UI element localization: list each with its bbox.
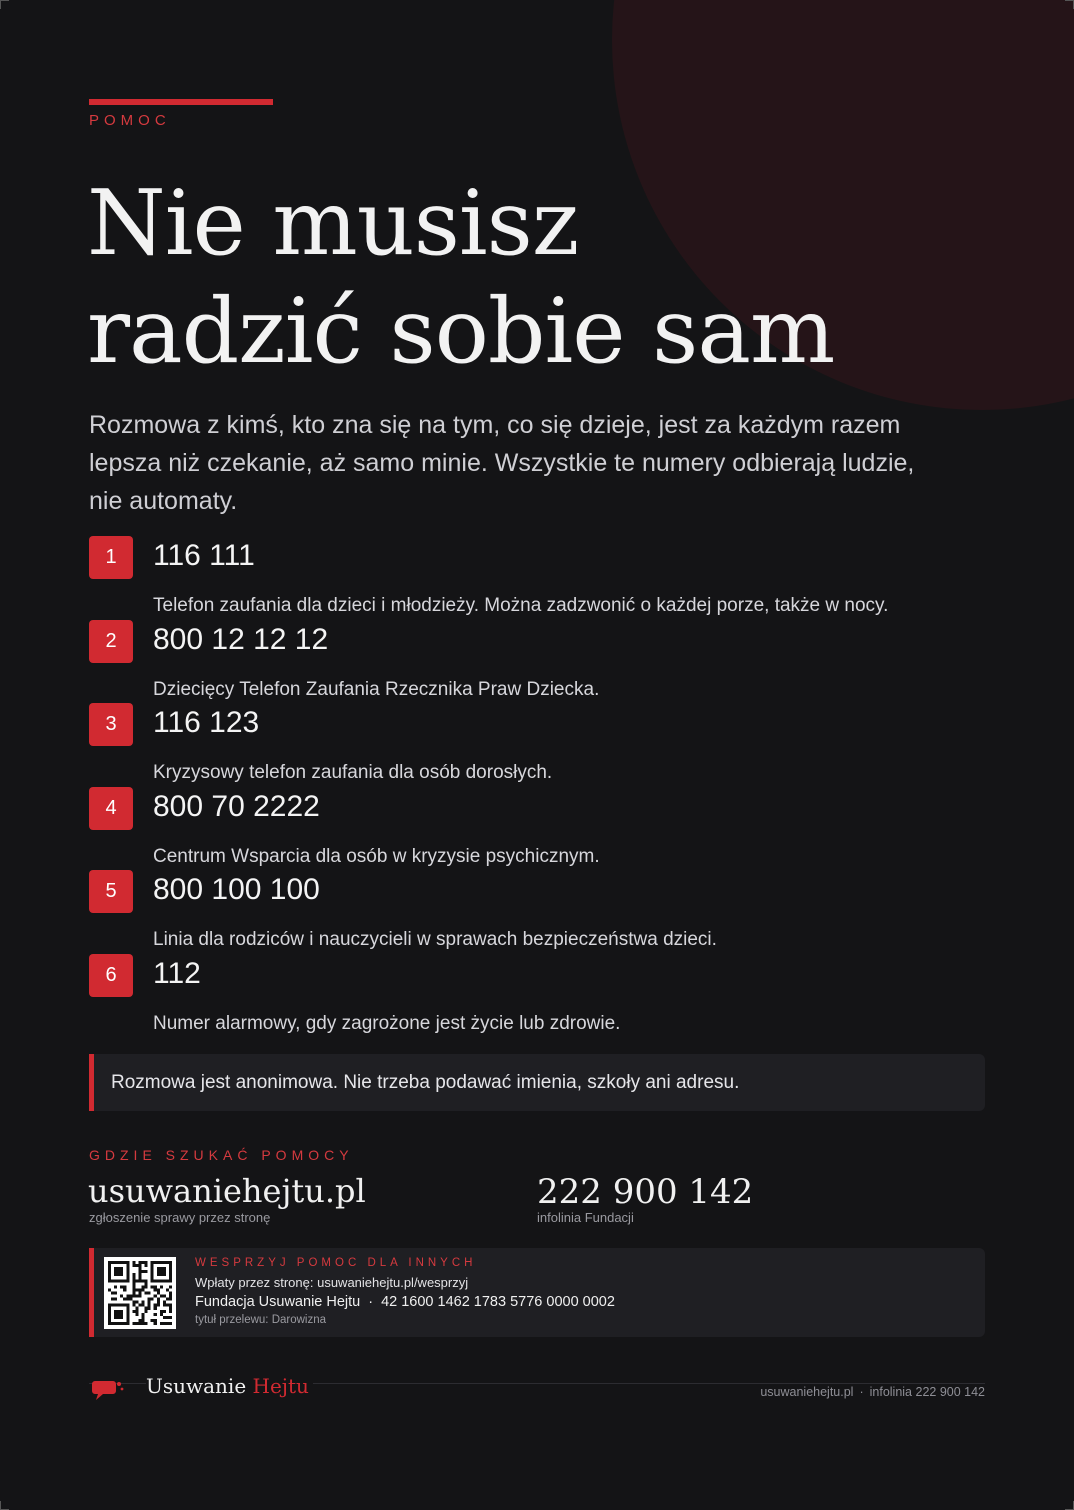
- where-section-label: GDZIE SZUKAĆ POMOCY: [89, 1147, 354, 1163]
- qr-code-icon[interactable]: [104, 1257, 176, 1329]
- crop-mark: [0, 1501, 9, 1510]
- crop-mark: [0, 0, 9, 9]
- title-line-1: Nie musisz: [87, 171, 579, 276]
- kicker-accent-bar: [89, 99, 273, 105]
- helpline-description: Kryzysowy telefon zaufania dla osób dorosłych.: [153, 762, 553, 784]
- hotline-number[interactable]: 222 900 142: [537, 1172, 754, 1212]
- helpline-list: [89, 536, 989, 1038]
- helpline-item: [89, 703, 989, 787]
- crop-mark: [1065, 1501, 1074, 1510]
- helpline-index-badge: 4: [89, 787, 133, 830]
- helpline-description: Centrum Wsparcia dla osób w kryzysie psychicznym.: [153, 845, 600, 867]
- helpline-index-badge: 5: [89, 870, 133, 913]
- footer-hotline: infolinia 222 900 142: [869, 1385, 985, 1399]
- helpline-description: Telefon zaufania dla dzieci i młodzieży. Można zadzwonić o każdej porze, także w nocy.: [153, 595, 889, 616]
- separator-dot: ·: [368, 1294, 374, 1310]
- bank-details: [195, 1294, 615, 1310]
- helpline-description: Dziecięcy Telefon Zaufania Rzecznika Praw Dziecka.: [153, 678, 600, 700]
- helpline-number[interactable]: 112: [153, 956, 201, 990]
- helpline-index-badge: 1: [89, 536, 133, 579]
- footer-logo-wordmark: [146, 1374, 313, 1398]
- anonymity-note: Rozmowa jest anonimowa. Nie trzeba podawać imienia, szkoły ani adresu.: [89, 1054, 985, 1111]
- helpline-number[interactable]: 116 111: [153, 539, 255, 572]
- footer-contact: [760, 1385, 985, 1399]
- helpline-item: [89, 787, 989, 871]
- speech-bubble-logo-icon: [91, 1376, 125, 1404]
- separator-dot: ·: [859, 1385, 864, 1399]
- helpline-number[interactable]: 800 100 100: [153, 873, 320, 907]
- crop-mark: [1065, 0, 1074, 9]
- support-panel: [89, 1248, 985, 1337]
- helpline-item: [89, 954, 989, 1038]
- helpline-index-badge: 2: [89, 620, 133, 663]
- helpline-description: Numer alarmowy, gdy zagrożone jest życie lub zdrowie.: [153, 1012, 621, 1034]
- kicker-label: POMOC: [89, 112, 171, 129]
- logo-word-1: Usuwanie: [146, 1374, 247, 1398]
- helpline-number[interactable]: 800 70 2222: [153, 789, 320, 823]
- website-link[interactable]: usuwaniehejtu.pl: [88, 1172, 366, 1210]
- helpline-description: Linia dla rodziców i nauczycieli w sprawach bezpieczeństwa dzieci.: [153, 929, 717, 951]
- helpline-item: [89, 870, 989, 954]
- hotline-caption: infolinia Fundacji: [537, 1210, 634, 1225]
- footer-site[interactable]: usuwaniehejtu.pl: [760, 1385, 854, 1399]
- logo-word-2: Hejtu: [252, 1374, 309, 1398]
- intro-paragraph: Rozmowa z kimś, kto zna się na tym, co się dzieje, jest za każdym razem lepsza niż czekanie, aż samo minie. Wszystkie te numery odbierają ludzie, nie automaty.: [89, 411, 915, 515]
- bank-account-number: 42 1600 1462 1783 5776 0000 0002: [381, 1294, 615, 1310]
- helpline-number[interactable]: 800 12 12 12: [153, 622, 329, 656]
- title-line-2: radzić sobie sam: [87, 279, 835, 384]
- transfer-title: tytuł przelewu: Darowizna: [195, 1314, 327, 1326]
- helpline-number[interactable]: 116 123: [153, 706, 260, 740]
- helpline-index-badge: 3: [89, 703, 133, 746]
- foundation-name: Fundacja Usuwanie Hejtu: [195, 1294, 361, 1310]
- support-donation-link[interactable]: Wpłaty przez stronę: usuwaniehejtu.pl/wesprzyj: [195, 1275, 469, 1290]
- helpline-item: [89, 620, 989, 704]
- support-title: WESPRZYJ POMOC DLA INNYCH: [195, 1257, 477, 1269]
- helpline-index-badge: 6: [89, 954, 133, 997]
- website-caption: zgłoszenie sprawy przez stronę: [89, 1210, 271, 1225]
- helpline-item: [89, 536, 989, 620]
- page-title: [87, 170, 987, 386]
